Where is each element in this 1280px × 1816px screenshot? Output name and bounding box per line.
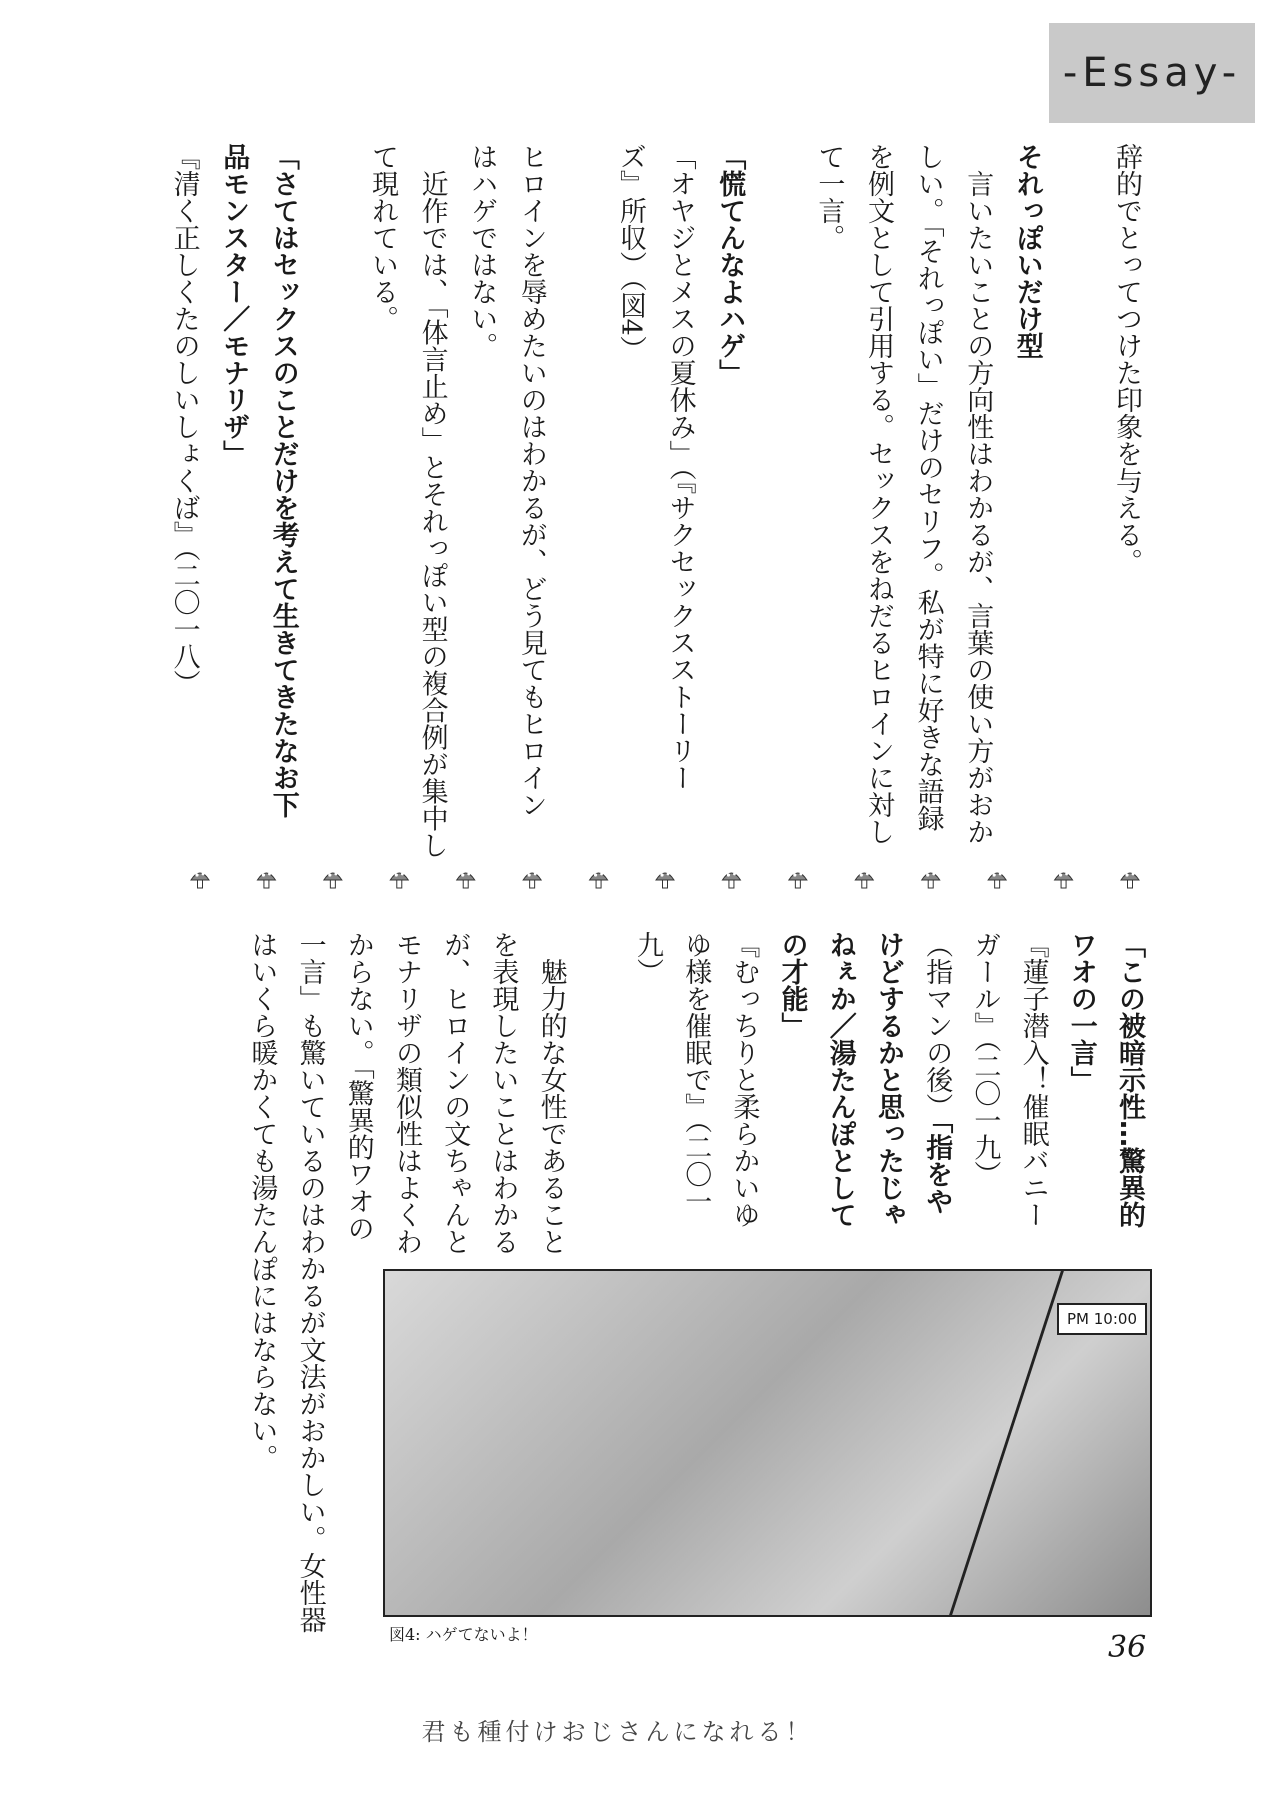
body-text: ズ』所収）（図4）	[615, 143, 646, 363]
mushroom-icon	[656, 873, 674, 888]
body-text: はいくら暖かくても湯たんぽにはならない。	[246, 931, 278, 1471]
mushroom-icon	[523, 873, 541, 888]
body-text: 「オヤジとメスの夏休み」（『サクセックスストーリー	[664, 143, 696, 791]
text-column	[364, 143, 400, 332]
text-column	[513, 143, 549, 818]
text-column	[677, 931, 713, 1215]
manga-figure-illustration	[383, 1269, 1152, 1617]
body-text: 『清く正しくたのしいしょくば』（二〇一八）	[168, 143, 200, 697]
body-text: はハゲではない。	[466, 143, 498, 359]
text-column	[1111, 931, 1147, 1228]
text-column	[1108, 143, 1144, 575]
mushroom-icon	[789, 873, 807, 888]
text-column	[265, 143, 301, 818]
mushroom-icon	[922, 873, 940, 888]
body-text: を表現したいことはわかる	[487, 931, 519, 1255]
text-column	[243, 931, 279, 1471]
text-column	[215, 143, 251, 467]
body-text: 一言」も驚いているのはわかるが文法がおかしい。女性器	[294, 931, 326, 1633]
body-text: 魅力的な女性であること	[535, 931, 567, 1255]
text-column	[662, 143, 698, 791]
text-column	[292, 931, 328, 1633]
text-column	[463, 143, 499, 359]
page-number: 36	[1108, 1630, 1147, 1665]
text-column	[918, 931, 954, 1215]
bold-heading-text: の才能」	[776, 931, 808, 1039]
bold-heading-text: ねぇか／湯たんぽとして	[824, 931, 856, 1228]
bold-heading-text: ワオの一言」	[1065, 931, 1097, 1093]
body-text: 近作では、「体言止め」とそれっぽい型の複合例が集中し	[416, 143, 448, 859]
body-text: （指マンの後）	[921, 931, 953, 1120]
text-column	[1009, 143, 1045, 359]
text-column	[966, 931, 1002, 1188]
bold-heading-text: 品モンスター／モナリザ」	[218, 143, 250, 467]
body-text: が、ヒロインの文ちゃんと	[439, 931, 471, 1255]
body-text: を例文として引用する。セックスをねだるヒロインに対し	[863, 143, 894, 845]
mushroom-icon	[324, 873, 342, 888]
panel-border	[949, 1271, 1064, 1615]
body-text: て現れている。	[367, 143, 398, 332]
text-column	[870, 931, 906, 1228]
bold-heading-text: 「指をや	[921, 1120, 953, 1215]
text-column	[414, 143, 450, 859]
body-text: て一言。	[813, 143, 845, 251]
body-text: ヒロインを辱めたいのはわかるが、どう見てもヒロイン	[515, 143, 547, 818]
text-column	[612, 143, 648, 363]
text-column	[910, 143, 946, 832]
text-column	[629, 931, 665, 985]
time-label: PM 10:00	[1057, 1303, 1147, 1335]
mushroom-icon	[722, 873, 740, 888]
text-column	[822, 931, 858, 1228]
body-text: モナリザの類似性はよくわ	[391, 931, 422, 1255]
bold-heading-text: けどするかと思ったじゃ	[873, 931, 904, 1228]
body-text: 辞的でとってつけた印象を与える。	[1111, 143, 1142, 575]
body-text: ガール』（二〇一九）	[969, 931, 1001, 1188]
essay-label: -Essay-	[1062, 50, 1242, 96]
bold-heading-text: 「この被暗示性…驚異的	[1114, 931, 1145, 1228]
text-column	[959, 143, 995, 845]
text-column	[860, 143, 896, 845]
text-column	[725, 931, 761, 1228]
body-text: ゆ様を催眠で』（二〇一	[680, 931, 712, 1215]
figure-caption: 図4: ハゲてないよ！	[389, 1625, 538, 1644]
body-text: しい。「それっぽい」だけのセリフ。私が特に好きな語録	[912, 143, 944, 832]
text-column	[484, 931, 520, 1255]
text-column	[810, 143, 846, 251]
text-column	[1063, 931, 1099, 1093]
body-text: 言いたいことの方向性はわかるが、言葉の使い方がおか	[962, 143, 994, 845]
mushroom-divider	[190, 866, 1140, 896]
text-column	[774, 931, 810, 1039]
mushroom-icon	[457, 873, 475, 888]
body-text: 九）	[632, 931, 663, 985]
mushroom-icon	[390, 873, 408, 888]
body-text: 『むっちりと柔らかいゆ	[728, 931, 760, 1228]
text-column	[388, 931, 424, 1255]
text-column	[340, 931, 376, 1242]
running-footer: 君も種付けおじさんになれる！	[421, 1718, 814, 1746]
mushroom-icon	[1055, 873, 1073, 888]
text-column	[711, 143, 747, 386]
body-text: 『蓮子潜入！催眠バニー	[1017, 931, 1049, 1228]
mushroom-icon	[257, 873, 275, 888]
bold-heading-text: 「さてはセックスのことだけを考えて生きてきたなお下	[267, 143, 299, 818]
mushroom-icon	[855, 873, 873, 888]
text-column	[436, 931, 472, 1255]
text-column	[166, 143, 202, 697]
essay-section-tag	[1049, 23, 1255, 123]
mushroom-icon	[191, 873, 209, 888]
text-column	[1015, 931, 1051, 1228]
body-text: からない。「驚異的ワオの	[342, 931, 374, 1242]
mushroom-icon	[1121, 873, 1139, 888]
mushroom-icon	[590, 873, 608, 888]
bold-heading-text: 「慌てんなよハゲ」	[714, 143, 746, 386]
mushroom-icon	[988, 873, 1006, 888]
text-column	[533, 931, 569, 1255]
bold-heading-text: それっぽいだけ型	[1011, 143, 1043, 359]
